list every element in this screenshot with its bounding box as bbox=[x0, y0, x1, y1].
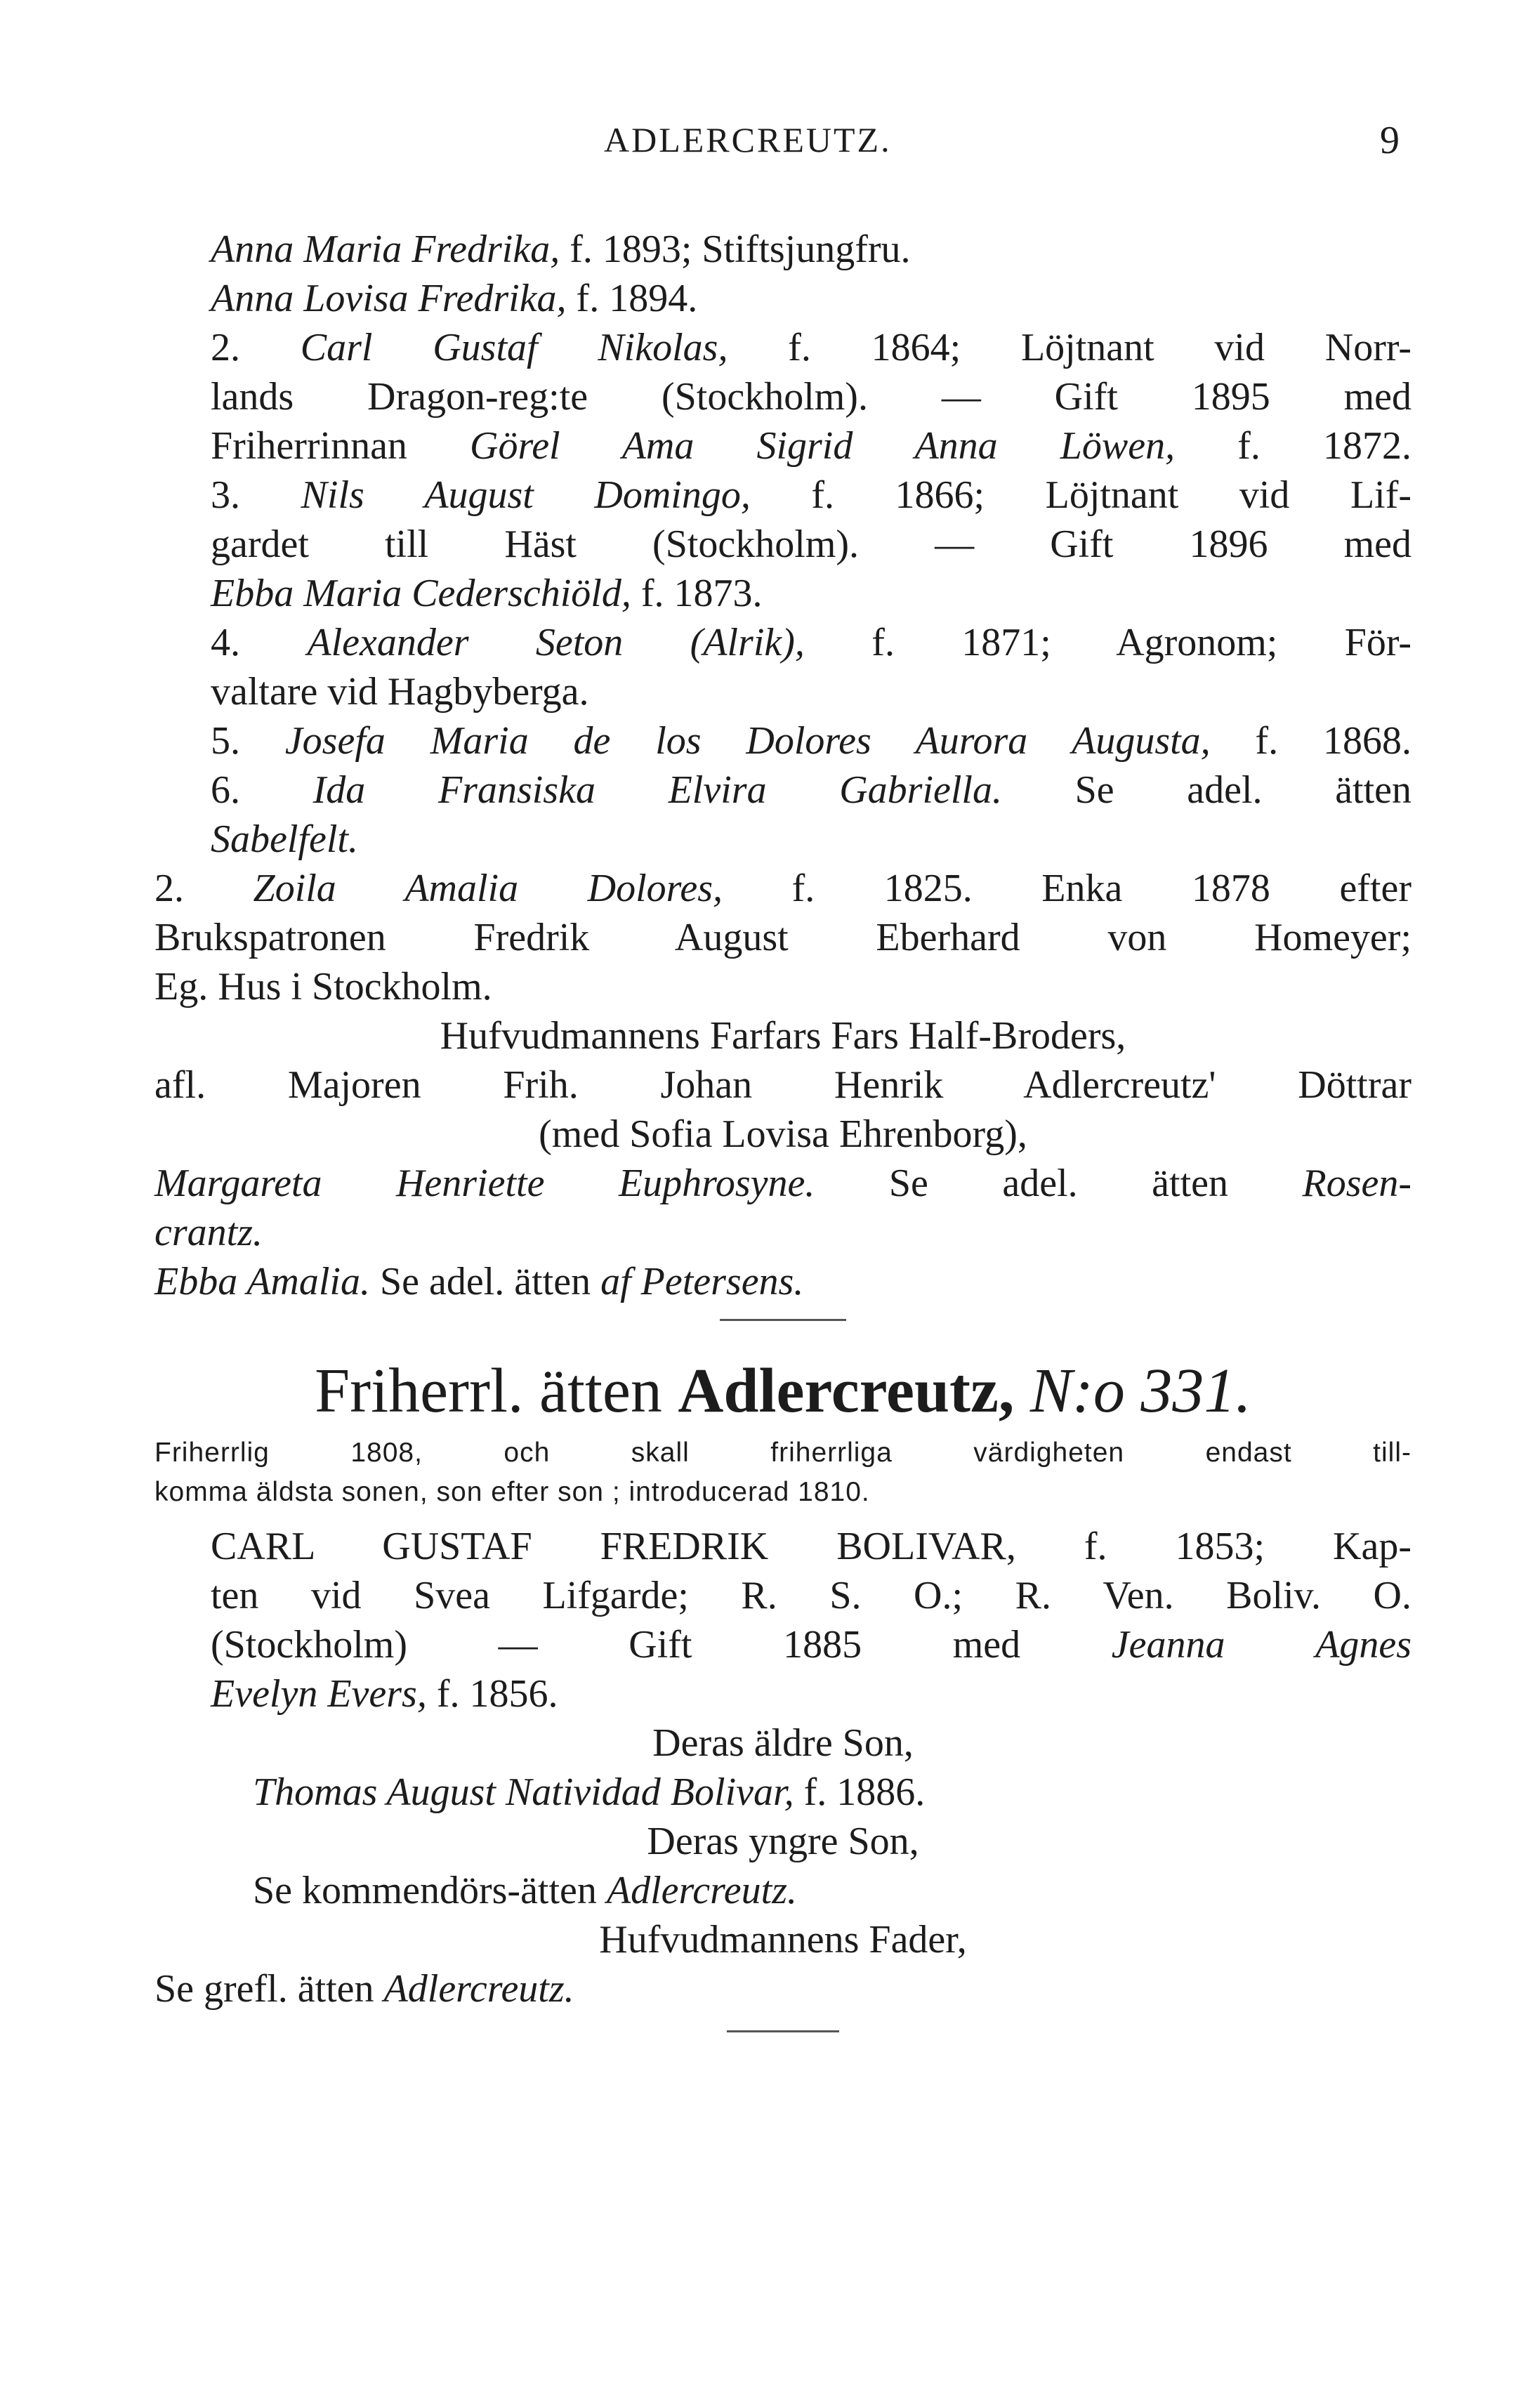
entry-carl-line3 bbox=[154, 421, 1411, 471]
entry-text: f. 1871; Agronom; För- bbox=[871, 621, 1412, 664]
section-description-line1: Friherrlig 1808, och skall friherrliga värdigheten endast till- bbox=[154, 1438, 1411, 1468]
hufvudmannen-line-2: afl. Majoren Frih. Johan Henrik Adlercreutz' Döttrar bbox=[154, 1063, 1411, 1107]
section-divider bbox=[720, 1319, 846, 1321]
person-name: Anna Maria Fredrika, bbox=[211, 228, 560, 271]
person-name: Nils August Domingo, bbox=[301, 473, 751, 517]
entry-text: Friherrinnan bbox=[211, 424, 407, 468]
entry-text: Se kommendörs-ätten bbox=[253, 1869, 597, 1912]
younger-son-entry bbox=[154, 1866, 1411, 1915]
entry-ebba-amalia bbox=[154, 1257, 1411, 1306]
section-title-number: N:o 331. bbox=[1029, 1356, 1251, 1426]
entry-number: 5. bbox=[211, 719, 240, 763]
entry-text: f. 1894. bbox=[576, 277, 698, 320]
person-name: Ebba Amalia. bbox=[154, 1260, 370, 1303]
person-name: Anna Lovisa Fredrika, bbox=[211, 277, 567, 320]
entry-number: 2. bbox=[154, 867, 184, 910]
person-name: Thomas August Natividad Bolivar, bbox=[253, 1770, 794, 1814]
entry-nils-line3 bbox=[154, 569, 1411, 618]
section-title-family: Adlercreutz, bbox=[678, 1356, 1015, 1426]
entry-number: 2. bbox=[211, 326, 240, 369]
entry-margareta bbox=[154, 1159, 1411, 1208]
older-son-heading: Deras äldre Son, bbox=[652, 1721, 914, 1765]
spouse-name: Jeanna Agnes bbox=[1111, 1623, 1411, 1667]
father-entry bbox=[154, 1964, 1411, 2013]
person-name: Josefa Maria de los Dolores Aurora Augusta, bbox=[284, 719, 1211, 763]
page-body bbox=[154, 225, 1411, 2032]
entry-text: f. 1873. bbox=[640, 572, 763, 615]
person-name: Zoila Amalia Dolores, bbox=[253, 867, 723, 910]
entry-carl-gustaf: CARL GUSTAF FREDRIK BOLIVAR, f. 1853; Kap- bbox=[211, 1525, 1411, 1568]
entry-carl bbox=[154, 323, 1411, 372]
person-name: Carl Gustaf Nikolas, bbox=[300, 326, 728, 369]
page-number: 9 bbox=[1380, 119, 1400, 162]
section-title-prefix: Friherrl. ätten bbox=[315, 1356, 662, 1426]
entry-margareta-line2: crantz. bbox=[154, 1211, 263, 1254]
bottom-divider bbox=[727, 2030, 839, 2032]
running-header: ADLERCREUTZ. bbox=[604, 120, 892, 159]
entry-zoila-line2: Brukspatronen Fredrik August Eberhard von Homeyer; bbox=[154, 916, 1411, 959]
spouse-name: Görel Ama Sigrid Anna Löwen, bbox=[470, 424, 1176, 468]
entry-anna-maria bbox=[154, 225, 1411, 274]
father-heading: Hufvudmannens Fader, bbox=[599, 1918, 967, 1961]
entry-text: f. 1825. Enka 1878 efter bbox=[791, 867, 1412, 910]
entry-text: f. 1893; Stiftsjungfru. bbox=[570, 228, 911, 271]
entry-text: f. 1868. bbox=[1255, 719, 1411, 763]
entry-number: 4. bbox=[211, 621, 240, 664]
entry-text: Se adel. ätten bbox=[888, 1162, 1228, 1205]
entry-number: 3. bbox=[211, 473, 240, 517]
section-title bbox=[154, 1349, 1411, 1433]
entry-carl-gustaf-line4 bbox=[154, 1669, 1411, 1718]
entry-text: f. 1856. bbox=[436, 1672, 558, 1716]
hufvudmannen-line-3: (med Sofia Lovisa Ehrenborg), bbox=[539, 1112, 1027, 1156]
entry-text: Se adel. ätten bbox=[379, 1260, 591, 1303]
entry-number: 6. bbox=[211, 768, 240, 812]
entry-text: f. 1872. bbox=[1237, 424, 1411, 468]
person-name: Margareta Henriette Euphrosyne. bbox=[154, 1162, 815, 1205]
entry-josefa bbox=[154, 716, 1411, 765]
section-description-line2: komma äldsta sonen, son efter son ; introducerad 1810. bbox=[154, 1477, 870, 1507]
entry-text: (Stockholm) — Gift 1885 med bbox=[211, 1623, 1021, 1667]
person-name: Ida Fransiska Elvira Gabriella. bbox=[312, 768, 1002, 812]
entry-carl-gustaf-line2: ten vid Svea Lifgarde; R. S. O.; R. Ven. Boliv. O. bbox=[211, 1574, 1411, 1617]
family-name: Adlercreutz. bbox=[383, 1967, 574, 2011]
entry-text: f. 1864; Löjtnant vid Norr- bbox=[788, 326, 1412, 369]
entry-alexander-line2: valtare vid Hagbyberga. bbox=[211, 670, 589, 714]
person-name: Alexander Seton (Alrik), bbox=[307, 621, 805, 664]
entry-carl-line2: lands Dragon-reg:te (Stockholm). — Gift 1895 med bbox=[211, 375, 1411, 419]
family-name: Rosen- bbox=[1302, 1162, 1411, 1205]
entry-text: Se adel. ätten bbox=[1074, 768, 1412, 812]
entry-nils bbox=[154, 471, 1411, 520]
spouse-name: Evelyn Evers, bbox=[211, 1672, 427, 1716]
entry-anna-lovisa bbox=[154, 274, 1411, 323]
entry-zoila bbox=[154, 864, 1411, 913]
spouse-name: Ebba Maria Cederschiöld, bbox=[211, 572, 631, 615]
entry-ida bbox=[154, 765, 1411, 815]
hufvudmannen-heading-1: Hufvudmannens Farfars Fars Half-Broders, bbox=[440, 1014, 1126, 1058]
entry-zoila-line3: Eg. Hus i Stockholm. bbox=[154, 965, 492, 1008]
entry-text: f. 1866; Löjtnant vid Lif- bbox=[811, 473, 1412, 517]
entry-ida-line2: Sabelfelt. bbox=[211, 817, 358, 861]
entry-carl-gustaf-line3 bbox=[154, 1620, 1411, 1669]
family-name: Adlercreutz. bbox=[606, 1869, 798, 1912]
entry-text: f. 1886. bbox=[803, 1770, 926, 1814]
younger-son-heading: Deras yngre Son, bbox=[647, 1820, 919, 1863]
older-son-entry bbox=[154, 1768, 1411, 1817]
entry-text: Se grefl. ätten bbox=[154, 1967, 374, 2011]
entry-nils-line2: gardet till Häst (Stockholm). — Gift 1896 med bbox=[211, 522, 1411, 566]
family-name: af Petersens. bbox=[600, 1260, 804, 1303]
entry-alexander bbox=[154, 618, 1411, 667]
